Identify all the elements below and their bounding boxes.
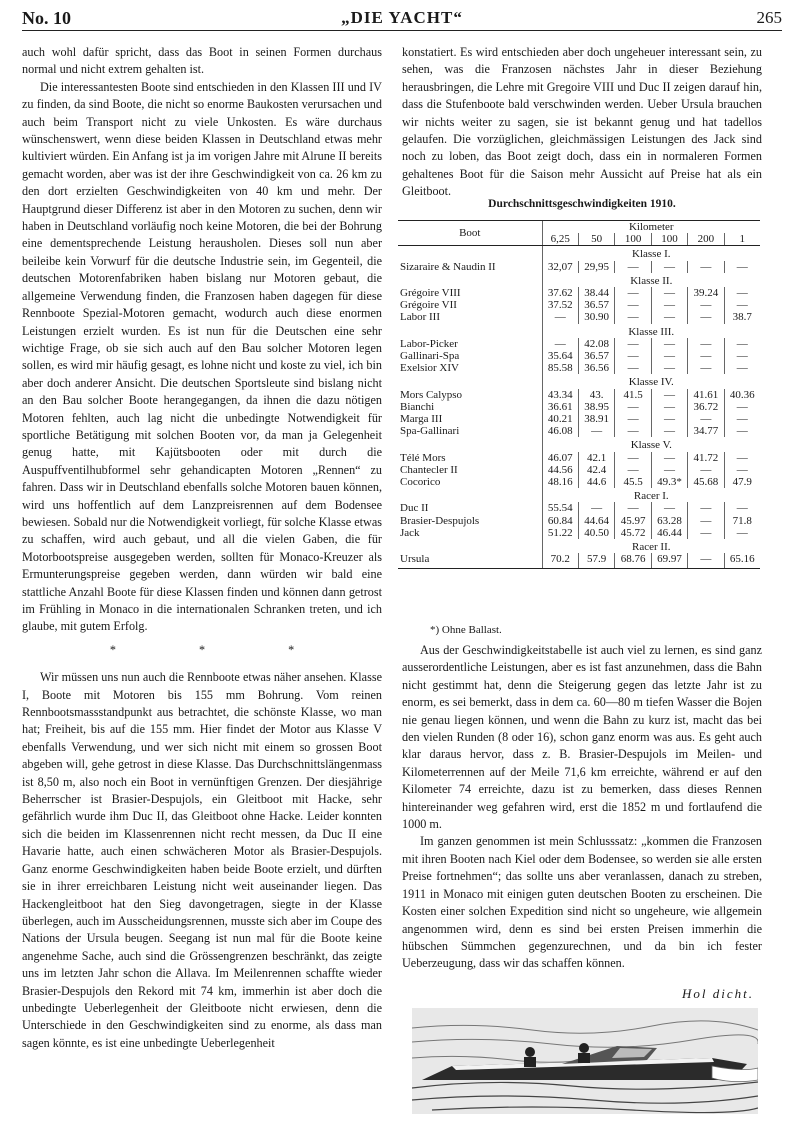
- boat-name: Cocorico: [400, 476, 441, 489]
- speed-value: 57.9: [578, 553, 614, 569]
- speed-value: 45.68: [688, 476, 724, 488]
- speed-value: 38.95: [578, 401, 614, 413]
- speed-value: 70.2: [542, 553, 578, 569]
- column-header: 50: [578, 233, 614, 246]
- boat-name: Chantecler II: [400, 463, 458, 476]
- speed-value: —: [615, 299, 651, 311]
- class-label: Racer I.: [542, 488, 760, 502]
- speed-value: 45.97: [615, 515, 651, 527]
- column-header: 100: [615, 233, 651, 246]
- class-row: [398, 273, 760, 287]
- class-label: Klasse IV.: [542, 374, 760, 388]
- speed-value: —: [651, 350, 687, 362]
- journal-title: „DIE YACHT“: [341, 8, 463, 27]
- speed-value: 68.76: [615, 553, 651, 569]
- table-row: [398, 425, 760, 437]
- right-column-top: [402, 44, 762, 201]
- class-row-spacer: [398, 437, 542, 451]
- boat-name: Sizaraire & Naudin II: [400, 260, 496, 273]
- speed-value: 36.72: [688, 401, 724, 413]
- table-row: [398, 515, 760, 527]
- speed-value: —: [724, 401, 760, 413]
- motorboat-illustration: [412, 1008, 758, 1114]
- speed-value: 49.3*: [651, 476, 687, 488]
- speed-value: 29,95: [578, 261, 614, 273]
- class-row-spacer: [398, 246, 542, 261]
- speed-table: [398, 220, 760, 569]
- class-label: Klasse V.: [542, 437, 760, 451]
- table-row: [398, 261, 760, 273]
- boat-name: Marga III: [400, 413, 443, 426]
- speed-value: —: [578, 502, 614, 514]
- speed-value: —: [651, 464, 687, 476]
- table-row: [398, 362, 760, 374]
- speed-value: 36.61: [542, 401, 578, 413]
- speed-value: 37.62: [542, 287, 578, 299]
- speed-value: —: [615, 425, 651, 437]
- paragraph: Im ganzen genommen ist mein Schlusssatz: „kommen die Franzosen mit ihren Booten nach Kiel oder dem Bodensee, so werden sie alle ersten Preise fortnehmen“; das sollte uns aber veranlassen, danach zu streben, 1911 in Monaco mit einigen guten deutschen Booten zu erscheinen. Die Kosten einer solchen Expedition sind nicht so ungeheure, wie allgemein angenommen wird, denn es sind bei ersten Preisen immerhin die hübschen Sümmchen gegenzurechnen, und da bin ich fester Ueberzeugung, dass wir das schaffen können.: [402, 834, 762, 971]
- boat-name: Grégoire VII: [400, 299, 457, 312]
- section-separator: * * *: [109, 642, 335, 657]
- speed-value: 46.07: [542, 452, 578, 464]
- speed-value: 45.5: [615, 476, 651, 488]
- speed-value: 34.77: [688, 425, 724, 437]
- speed-value: —: [724, 464, 760, 476]
- speed-value: —: [724, 261, 760, 273]
- speed-value: 46.44: [651, 527, 687, 539]
- paragraph: Aus der Geschwindigkeitstabelle ist auch viel zu lernen, es sind ganz ausserordentliche Leistungen, aber es ist fast anzunehmen, dass die Bahn nicht gestimmt hat, denn die Steigerung gegen das letzte Jahr ist zu enorm, es sei bemerkt, dass in dem ca. 60—80 m tiefen Wasser die Bojen nie genau liegen können, und wenn die Bahn zu kurz ist, macht das bei den vielen Runden (8 oder 16), schon ganz enorm was aus. Es geht auch klar daraus hervor, dass z. B. Brasier-Despujols im Meilen- und Kilometerrennen auf der Meile 71,6 km erreichte, während er auf den Kilometer 74 erreichte, dazu ist zu bemerken, dass dieses Rennen hintereinander weg gefahren wird, erst die 1852 m und fortlaufend die 1000 m.: [402, 643, 762, 832]
- speed-value: —: [724, 527, 760, 539]
- speed-value: —: [724, 413, 760, 425]
- speed-value: —: [615, 287, 651, 299]
- table-row: [398, 311, 760, 323]
- speed-value: —: [615, 311, 651, 323]
- speed-value: 30.90: [578, 311, 614, 323]
- speed-value: —: [615, 413, 651, 425]
- class-row-spacer: [398, 374, 542, 388]
- speed-value: —: [688, 502, 724, 514]
- speed-value: 69.97: [651, 553, 687, 569]
- speed-value: 71.8: [724, 515, 760, 527]
- speed-value: 43.: [578, 389, 614, 401]
- table-row: [398, 299, 760, 311]
- table-body: [398, 246, 760, 569]
- speed-value: —: [615, 350, 651, 362]
- class-label: Klasse II.: [542, 273, 760, 287]
- speed-value: —: [651, 452, 687, 464]
- speed-value: 40.21: [542, 413, 578, 425]
- table-row: [398, 502, 760, 514]
- speed-value: —: [688, 299, 724, 311]
- column-header: 1: [724, 233, 760, 246]
- speed-value: —: [651, 362, 687, 374]
- column-header: 100: [651, 233, 687, 246]
- speed-value: 38.44: [578, 287, 614, 299]
- speed-value: 47.9: [724, 476, 760, 488]
- speed-value: —: [688, 350, 724, 362]
- speed-value: 40.36: [724, 389, 760, 401]
- speed-value: 36.57: [578, 350, 614, 362]
- table-row: [398, 401, 760, 413]
- speed-value: 38.91: [578, 413, 614, 425]
- speed-value: —: [724, 362, 760, 374]
- paragraph: konstatiert. Es wird entschieden aber doch ungeheuer interessant sein, zu sehen, was die Franzosen nächstes Jahr in dieser Beziehung herausbringen, die Lehre mit Gregoire VIII und Duc II zeigen darauf hin, dass die Stufenboote bald verschwinden werden. Ueber Ursula brauchen wir nichts weiter zu sagen, sie ist bekannt genug und hat tadellos gelaufen. Die vorzüglichen, gleichmässigen Leistungen des Jack sind noch zu loben, das Boot zeigt doch, dass ein in normaleren Formen gehaltenes Boot für die Saison mehr Aussicht auf Preise hat als ein Gleitboot.: [402, 45, 762, 199]
- speed-value: 85.58: [542, 362, 578, 374]
- speed-value: —: [688, 553, 724, 569]
- class-row-spacer: [398, 488, 542, 502]
- boat-name: Labor-Picker: [400, 337, 458, 350]
- speed-value: 44.6: [578, 476, 614, 488]
- table-row: [398, 413, 760, 425]
- speed-value: 60.84: [542, 515, 578, 527]
- class-label: Racer II.: [542, 539, 760, 553]
- speed-value: —: [615, 464, 651, 476]
- speed-value: 46.08: [542, 425, 578, 437]
- author-signature: Hol dicht.: [682, 986, 754, 1001]
- speed-value: 42.4: [578, 464, 614, 476]
- speed-value: 65.16: [724, 553, 760, 569]
- class-row: [398, 539, 760, 553]
- page-number: 265: [756, 8, 782, 27]
- speed-value: —: [615, 452, 651, 464]
- speed-value: 44.56: [542, 464, 578, 476]
- speed-value: 38.7: [724, 311, 760, 323]
- speed-value: 39.24: [688, 287, 724, 299]
- speed-value: —: [615, 362, 651, 374]
- boat-name: Grégoire VIII: [400, 287, 461, 300]
- page-header: [22, 6, 782, 31]
- table-row: [398, 476, 760, 488]
- table-row: [398, 287, 760, 299]
- speed-value: 40.50: [578, 527, 614, 539]
- boat-name: Brasier-Despujols: [400, 514, 480, 527]
- speed-value: 41.72: [688, 452, 724, 464]
- speed-value: —: [724, 452, 760, 464]
- speed-value: 45.72: [615, 527, 651, 539]
- speed-value: —: [651, 299, 687, 311]
- speed-value: 41.61: [688, 389, 724, 401]
- speed-value: —: [688, 527, 724, 539]
- table-row: [398, 389, 760, 401]
- boot-header: Boot: [398, 221, 542, 246]
- speed-value: 42.08: [578, 338, 614, 350]
- paragraph: auch wohl dafür spricht, dass das Boot in seinen Formen durchaus normal und nicht extrem gehalten ist.: [22, 45, 382, 77]
- speed-value: —: [688, 464, 724, 476]
- speed-value: 37.52: [542, 299, 578, 311]
- boat-name: Télé Mors: [400, 451, 446, 464]
- column-header: 6,25: [542, 233, 578, 246]
- speed-value: —: [651, 287, 687, 299]
- class-row-spacer: [398, 273, 542, 287]
- speed-value: —: [615, 502, 651, 514]
- speed-value: —: [688, 515, 724, 527]
- class-row: [398, 246, 760, 261]
- speed-value: —: [688, 413, 724, 425]
- class-row-spacer: [398, 324, 542, 338]
- paragraph: Wir müssen uns nun auch die Rennboote etwas näher ansehen. Klasse I, Boote mit Motoren bis 155 mm Bohrung. Vom reinen Rennbootsmassstandpunkt aus betrachtet, die schönste Klasse, wo man hat; Freiheit, bis auf die 155 mm. Hier findet der Motor aus Klasse V ebenfalls Verwendung, und wer sich nicht mit einem so grossen Boot abgeben will, gehe getrost in diese Klasse. Das Durchschnittslängenmass ist 8,50 m, also noch ein Boot in vernünftigen Grenzen. Der diesjährige Beherrscher ist Brasier-Despujols, ein Gleitboot mit Hacke, sehr gefährlich wurde ihm Duc II, das Gleitboot ohne Hacke. Leider konnten sich die beiden im Klassenrennen nicht recht messen, da Duc II eine Havarie hatte, auch einen schwächeren Motor als Brasier-Despujols. Ganz enorme Geschwindigkeiten haben beide Boote erzielt, und dürften sie in ihrer erreichbaren Leistung nicht weit auseinander liegen. Das Hackengleitboot hat den Sieg davongetragen, siegte in der Klasse überlegen, auch im Ausscheidungsrennen, musste sich aber im Coupe des Nations der Ursula beugen. Seegang ist nun mal für die Boote keine angenehme Sache, auch sind die Grössengrenzen beschränkt, das zeigte uns im letzten Jahr schon die Allava. Im Meilenrennen schaffte wieder Brasier-Despujols den Rekord mit 74 km, immerhin ist aber doch die unbedingte Ueberlegenheit der Gleitboote nicht erwiesen, denn die Unterschiede in den Geschwindigkeiten sind zu enorme, als dass man sagen könnte, es ist eine unbedingte Ueberlegenheit: [22, 670, 382, 1050]
- speed-value: 36.56: [578, 362, 614, 374]
- speed-value: —: [651, 338, 687, 350]
- speed-value: 51.22: [542, 527, 578, 539]
- speed-value: —: [615, 401, 651, 413]
- boat-name: Labor III: [400, 311, 441, 324]
- class-row: [398, 488, 760, 502]
- speed-value: —: [542, 311, 578, 323]
- speed-value: —: [578, 425, 614, 437]
- table-row: [398, 553, 760, 569]
- speed-value: 55.54: [542, 502, 578, 514]
- class-row: [398, 324, 760, 338]
- table-row: [398, 527, 760, 539]
- column-header: 200: [688, 233, 724, 246]
- speed-value: —: [651, 401, 687, 413]
- speed-value: 42.1: [578, 452, 614, 464]
- speed-value: 48.16: [542, 476, 578, 488]
- class-row-spacer: [398, 539, 542, 553]
- speed-value: 32,07: [542, 261, 578, 273]
- paragraph: Die interessantesten Boote sind entschieden in den Klassen III und IV zu finden, da sind Boote, die nicht so enorme Baukosten verursachen und auch beim Transport nicht zu viele Unkosten. Es wäre durchaus wünschenswert, wenn diese beiden Klassen in Deutschland etwas mehr kultiviert würden. Ein Anfang ist ja im vorigen Jahre mit Alrune II bereits gemacht worden, aber was ist der ihre Geschwindigkeit von ca. 26 km zu den dort erzielten Geschwindigkeiten von 40 km und mehr. Der Hauptgrund dieser Differenz ist aber in den Motoren zu suchen, denn wir haben in Deutschland vorläufig noch keine Motoren, die bei der Bohrung eine dementsprechende Leistung herausholen. Dieses soll nun aber beileibe kein Vorwurf für die deutsche Industrie sein, im Gegenteil, die deutschen Motorenfabriken haben bislang nur Motoren gebaut, die allgemeine Verwendung finden, die Franzosen haben dagegen für diese Rennboote Spezial-Motoren gemacht, wodurch auch diese enormen Leistungen erzielt wurden. Es ist nun für die Deutschen eine sehr wichtige Frage, ob sie sich auch auf den Bau solcher Motoren legen sollen, es wird mir häufig gesagt, es lohne nicht und koste zu viel, ich bin aber doch anderer Ansicht. Die deutschen Sportsleute sind bislang nicht an den Bau solcher Boote herangegangen, da ihnen die dazu nötigen Motoren fehlten, auch lag nicht die unbedingte Notwendigkeit für sportliche Betätigung mit solchen Booten vor, da man ja Gelegenheit genug hatte, mit Kajütsbooten oder mit durch die Auspuffventilhubformel sehr gehandicapten Motoren „Rennen“ zu fahren. Dass wir in Deutschland ebenfalls solche Motoren bauen können, wird uns hoffentlich auf dem Lanzpreisrennen auf dem Bodensee bewiesen. Sobald nur die Notwendigkeit vorliegt, für solche Klasse etwas zu schaffen, wird auch gebaut, und all die vielen Gaben, die für Motorbootspreise ausgegeben werden, sollten für Monaco-Kreuzer als Ermunterungspreise gegeben werden, dann würden wir bald eine stattliche Anzahl Boote für diese Klassen finden und können dann getrost im Frühling in Monaco in die internationalen Schranken treten, und ich glaube, mit gutem Erfolg.: [22, 79, 382, 634]
- speed-value: 43.34: [542, 389, 578, 401]
- table-row: [398, 338, 760, 350]
- class-label: Klasse I.: [542, 246, 760, 261]
- speed-value: —: [651, 311, 687, 323]
- speed-value: —: [724, 350, 760, 362]
- speed-value: —: [651, 261, 687, 273]
- speed-value: 44.64: [578, 515, 614, 527]
- speed-value: —: [542, 338, 578, 350]
- boat-name: Bianchi: [400, 400, 435, 413]
- speed-value: —: [724, 299, 760, 311]
- speed-value: —: [724, 338, 760, 350]
- speed-value: —: [615, 261, 651, 273]
- class-label: Klasse III.: [542, 324, 760, 338]
- speed-value: 36.57: [578, 299, 614, 311]
- class-row: [398, 437, 760, 451]
- speed-value: —: [651, 389, 687, 401]
- boat-name: Jack: [400, 526, 420, 539]
- table-row: [398, 464, 760, 476]
- table-footnote: *) Ohne Ballast.: [430, 624, 502, 636]
- speed-value: —: [688, 362, 724, 374]
- speed-value: —: [688, 261, 724, 273]
- kilometer-header: Kilometer: [542, 221, 760, 234]
- class-row: [398, 374, 760, 388]
- boat-name: Gallinari-Spa: [400, 350, 460, 363]
- speed-value: —: [688, 311, 724, 323]
- issue-number: No. 10: [22, 8, 71, 28]
- right-column-bottom: [402, 642, 762, 973]
- table-title: Durchschnittsgeschwindigkeiten 1910.: [488, 198, 676, 210]
- speed-value: —: [724, 425, 760, 437]
- left-column: [22, 44, 382, 1052]
- speed-value: —: [651, 425, 687, 437]
- speed-value: —: [615, 338, 651, 350]
- boat-name: Ursula: [398, 553, 542, 569]
- speed-value: —: [651, 413, 687, 425]
- speed-value: —: [688, 338, 724, 350]
- speed-value: 35.64: [542, 350, 578, 362]
- speed-value: —: [724, 502, 760, 514]
- boat-name: Exelsior XIV: [400, 362, 459, 375]
- table-row: [398, 452, 760, 464]
- boat-name: Mors Calypso: [400, 388, 463, 401]
- speed-value: 63.28: [651, 515, 687, 527]
- boat-name: Spa-Gallinari: [400, 425, 460, 438]
- table-row: [398, 350, 760, 362]
- speed-value: 41.5: [615, 389, 651, 401]
- speed-value: —: [651, 502, 687, 514]
- speed-value: —: [724, 287, 760, 299]
- boat-name: Duc II: [400, 502, 429, 515]
